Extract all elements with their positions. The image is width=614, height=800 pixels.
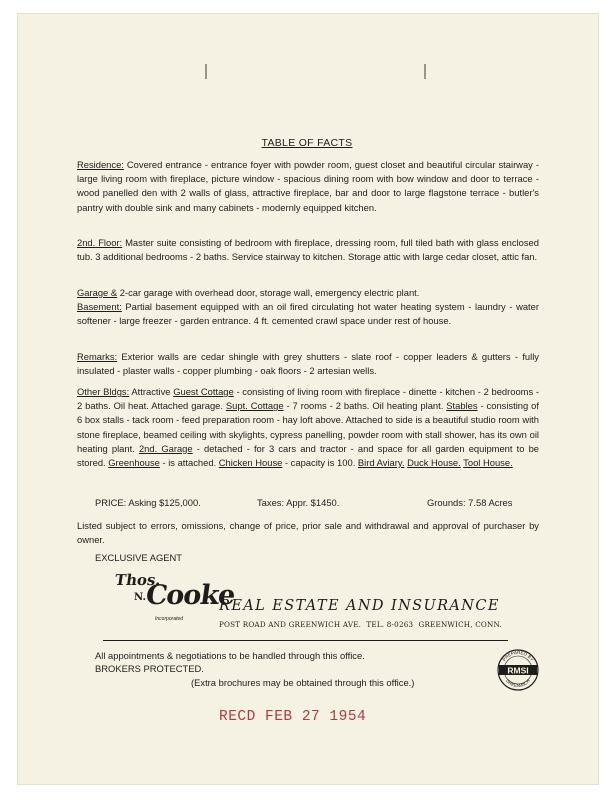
other-bldgs-text-2: - consisting of living room with fireplace - dinette - kitchen - 2 bedrooms - 2 baths. Oil heat. Attached garage. [77,386,540,412]
garage-text: 2-car garage with overhead door, storage wall, emergency electric plant. [117,287,420,298]
received-date-stamp: RECD FEB 27 1954 [219,709,367,725]
logo-n: N. [134,592,146,603]
supt-cottage-label: Supt. Cottage [225,400,284,412]
price-line: PRICE: Asking $125,000. [95,497,201,508]
divider-rule [103,640,508,641]
residence-section [77,158,539,215]
taxes-line: Taxes: Appr. $1450. [257,497,340,508]
remarks-text: Exterior walls are cedar shingle with grey shutters - slate roof - copper leaders & gutters - fully insulated - plaster walls - copper plumbing - oak floors - 2 artesian wells. [77,351,539,377]
other-buildings-section [77,385,539,470]
remarks-label: Remarks: [77,351,118,362]
bird-aviary-label: Bird Aviary. [357,457,405,469]
address-city: GREENWICH, CONN. [418,620,502,629]
brokers-note: BROKERS PROTECTED. [95,663,204,674]
firm-tagline: REAL ESTATE AND INSURANCE [219,598,500,614]
rmsi-badge-icon [494,646,542,694]
address-tel: TEL. 8-0263 [366,620,414,629]
exclusive-agent-label: EXCLUSIVE AGENT [95,552,183,563]
logo-thos: Thos. [113,571,163,589]
basement-section [77,300,539,328]
stables-label: Stables [446,400,478,412]
firm-address [219,620,502,629]
basement-text: Partial basement equipped with an oil fired circulating hot water heating system - laundry - water softener - large freezer - garden entrance. 4 ft. cemented crawl space under rest of house. [77,301,539,327]
badge-bottom-text: GREENWICH [505,678,531,689]
other-bldgs-label: Other Bldgs: [77,386,130,397]
document-title: TABLE OF FACTS [261,137,353,149]
second-floor-section [77,236,539,264]
staple-mark-left [205,64,207,79]
greenhouse-label: Greenhouse [108,457,160,469]
chicken-house-label: Chicken House [218,457,283,469]
other-bldgs-text-3: - 7 rooms - 2 baths. Oil heating plant. [283,400,447,412]
appointments-note: All appointments & negotiations to be handled through this office. [95,650,365,661]
residence-label: Residence: [77,159,124,170]
badge-center-text: RMSI [507,665,529,676]
other-bldgs-text-6: - is attached. [159,457,219,469]
badge-top-text: PREPARED BY [501,649,535,662]
other-bldgs-text-4: - consisting of 6 box stalls - tack room - feed preparation room - hay loft above. Attached to side is a beautiful studio room with stone fireplace, beamed ceiling with skylights, cypress panelling, powder room with stall shower, has its own oil heating plant. [77,400,539,454]
garage-section [77,286,539,300]
second-garage-label: 2nd. Garage [138,442,193,454]
other-bldgs-text-1: Attractive [129,386,174,397]
guest-cottage-label: Guest Cottage [173,386,234,397]
disclaimer-text: Listed subject to errors, omissions, change of price, prior sale and withdrawal and approval of purchaser by owner. [77,520,539,546]
tool-house-label: Tool House. [463,457,513,469]
logo-incorporated: Incorporated [155,616,184,622]
other-bldgs-text-7: - capacity is 100. [282,457,358,469]
grounds-line: Grounds: 7.58 Acres [427,497,513,508]
logo-cooke: Cooke [143,580,237,611]
second-floor-text: Master suite consisting of bedroom with fireplace, dressing room, full tiled bath with glass enclosed tub. 3 additional bedrooms - 2 baths. Service stairway to kitchen. Storage attic with large cedar closet, attic fan. [77,237,539,263]
address-street: POST ROAD AND GREENWICH AVE. [219,620,362,629]
basement-label: Basement: [77,301,122,312]
extra-brochures-note: (Extra brochures may be obtained through this office.) [191,677,415,688]
other-bldgs-text-5: - detached - for 3 cars and tractor - and space for all garden equipment to be stored. [77,442,540,469]
duck-house-label: Duck House. [407,457,461,469]
residence-text: Covered entrance - entrance foyer with powder room, guest closet and beautiful circular stairway - large living room with fireplace, picture window - spacious dining room with bow window and door to terrace - wood panelled den with 2 walls of glass, attractive fireplace, bar and door to large flagstone terrace - butler's pantry with double sink and many cabinets - modernly equipped kitchen. [77,159,539,213]
second-floor-label: 2nd. Floor: [77,237,123,248]
remarks-section [77,350,539,378]
garage-label: Garage & [77,287,118,298]
staple-mark-right [424,64,426,79]
